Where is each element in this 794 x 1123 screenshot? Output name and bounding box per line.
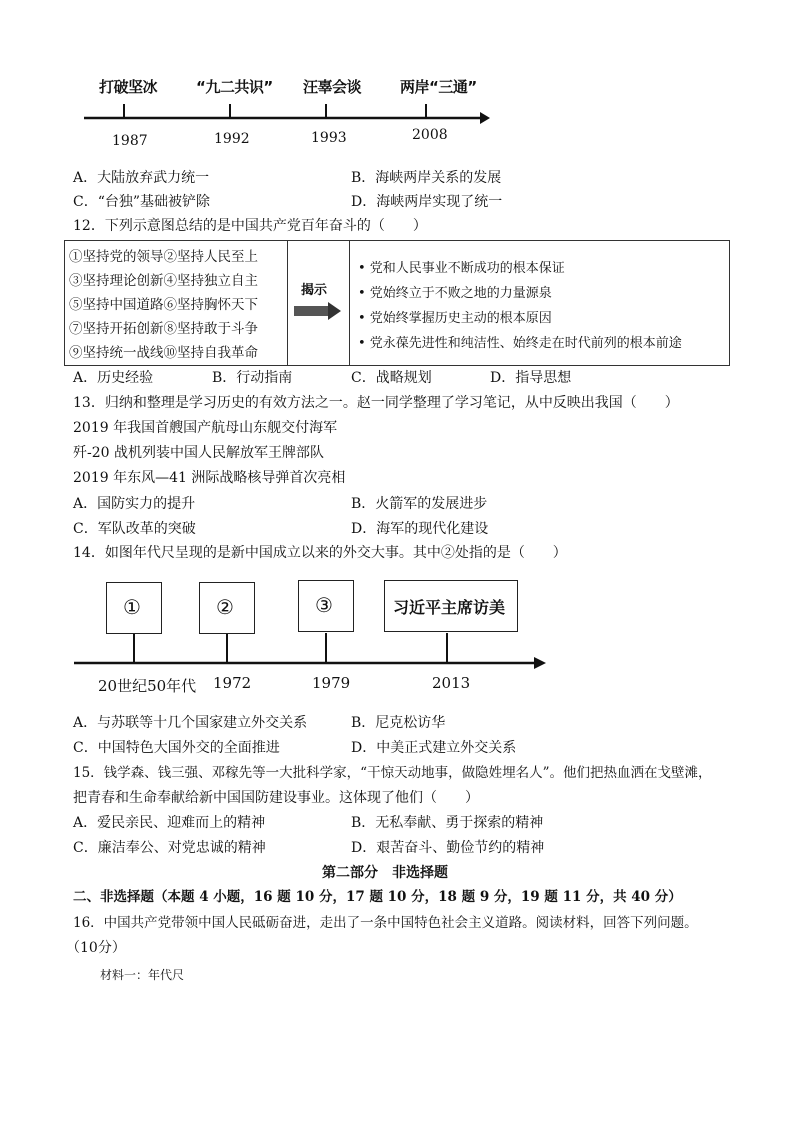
q12-diagram [64,240,730,366]
q13-note: 2019 年东风—41 洲际战略核导弹首次亮相 [73,470,346,486]
q12-right-row: • 党始终立于不败之地的力量源泉 [358,286,552,301]
q12-right-row: • 党和人民事业不断成功的根本保证 [358,261,565,276]
q14-box-1 [106,582,162,634]
q11-year-1: 1987 [112,133,148,149]
q14-option-d[interactable]: D．中美正式建立外交关系 [351,740,517,756]
q12-left-row: ⑦坚持开拓创新⑧坚持敢于斗争 [69,321,258,337]
q12-option-b[interactable]: B．行动指南 [212,370,293,386]
q12-left-row: ③坚持理论创新④坚持独立自主 [69,273,258,289]
q14-year-1: 20世纪50年代 [98,677,197,695]
q11-option-c[interactable]: C．“台独”基础被铲除 [73,194,211,210]
q15-option-b[interactable]: B．无私奉献、勇于探索的精神 [351,815,544,831]
q16-stem-line2: （10分） [66,940,126,956]
q12-right-column [350,241,728,365]
q14-option-c[interactable]: C．中国特色大国外交的全面推进 [73,740,280,756]
q11-event-2: “九二共识” [196,78,273,96]
q11-event-1: 打破坚冰 [99,78,158,96]
q15-option-a[interactable]: A．爱民亲民、迎难而上的精神 [73,815,266,831]
q12-right-row: • 党始终掌握历史主动的根本原因 [358,311,552,326]
q14-box-3-label: ③ [315,593,333,617]
q11-event-3: 汪辜会谈 [303,78,362,96]
q13-note: 2019 年我国首艘国产航母山东舰交付海军 [73,420,338,436]
q14-option-a[interactable]: A．与苏联等十几个国家建立外交关系 [73,715,308,731]
q14-option-b[interactable]: B．尼克松访华 [351,715,446,731]
q12-middle-column [287,241,350,365]
q14-box-2 [199,582,255,634]
q13-stem: 13．归纳和整理是学习历史的有效方法之一。赵一同学整理了学习笔记，从中反映出我国（ ） [73,395,679,411]
q12-option-a[interactable]: A．历史经验 [73,370,154,386]
q12-reveal-label: 揭示 [301,283,328,298]
q12-option-c[interactable]: C．战略规划 [351,370,432,386]
q11-option-d[interactable]: D．海峡两岸实现了统一 [351,194,503,210]
q12-left-row: ①坚持党的领导②坚持人民至上 [69,249,258,265]
q12-right-row: • 党永葆先进性和纯洁性、始终走在时代前列的根本前途 [358,336,682,351]
q12-left-row: ⑤坚持中国道路⑥坚持胸怀天下 [69,297,258,313]
q12-left-column [65,241,288,365]
q12-stem: 12．下列示意图总结的是中国共产党百年奋斗的（ ） [73,218,427,234]
q11-option-a[interactable]: A．大陆放弃武力统一 [73,170,210,186]
q13-option-a[interactable]: A．国防实力的提升 [73,496,196,512]
arrow-right-icon [293,301,343,321]
q15-option-c[interactable]: C．廉洁奉公、对党忠诚的精神 [73,840,266,856]
q15-option-d[interactable]: D．艰苦奋斗、勤俭节约的精神 [351,840,545,856]
q15-stem-line2: 把青春和生命奉献给新中国国防建设事业。这体现了他们（ ） [73,790,479,806]
q11-event-4: 两岸“三通” [400,78,477,96]
q16-material1-label: 材料一：年代尺 [100,968,185,982]
q14-box-3 [298,580,354,632]
q11-year-2: 1992 [214,131,250,147]
q14-year-2: 1972 [213,674,252,692]
q11-option-b[interactable]: B．海峡两岸关系的发展 [351,170,502,186]
q14-year-4: 2013 [432,674,471,692]
q13-option-c[interactable]: C．军队改革的突破 [73,521,196,537]
q15-stem-line1: 15．钱学森、钱三强、邓稼先等一大批科学家，“干惊天动地事，做隐姓埋名人”。他们把热血洒在戈壁滩， [73,765,712,781]
part2-section-title: 二、非选择题（本题 4 小题，16 题 10 分，17 题 10 分，18 题 9 分，19 题 11 分，共 40 分） [73,889,682,905]
q11-year-3: 1993 [311,130,347,146]
q13-note: 歼-20 战机列装中国人民解放军王牌部队 [73,445,324,461]
q14-stem: 14．如图年代尺呈现的是新中国成立以来的外交大事。其中②处指的是（ ） [73,545,567,561]
q14-box-1-label: ① [123,595,141,619]
q14-box-4 [384,580,518,632]
q11-year-4: 2008 [412,127,448,143]
q13-option-b[interactable]: B．火箭军的发展进步 [351,496,488,512]
q12-option-d[interactable]: D．指导思想 [490,370,572,386]
q12-left-row: ⑨坚持统一战线⑩坚持自我革命 [69,345,258,361]
part2-heading: 第二部分 非选择题 [322,865,448,881]
q14-box-2-label: ② [216,595,234,619]
q14-box-4-label: 习近平主席访美 [393,598,506,617]
q16-stem-line1: 16．中国共产党带领中国人民砥砺奋进，走出了一条中国特色社会主义道路。阅读材料，回答下列问题。 [73,915,698,931]
q14-year-3: 1979 [312,674,351,692]
q13-option-d[interactable]: D．海军的现代化建设 [351,521,489,537]
